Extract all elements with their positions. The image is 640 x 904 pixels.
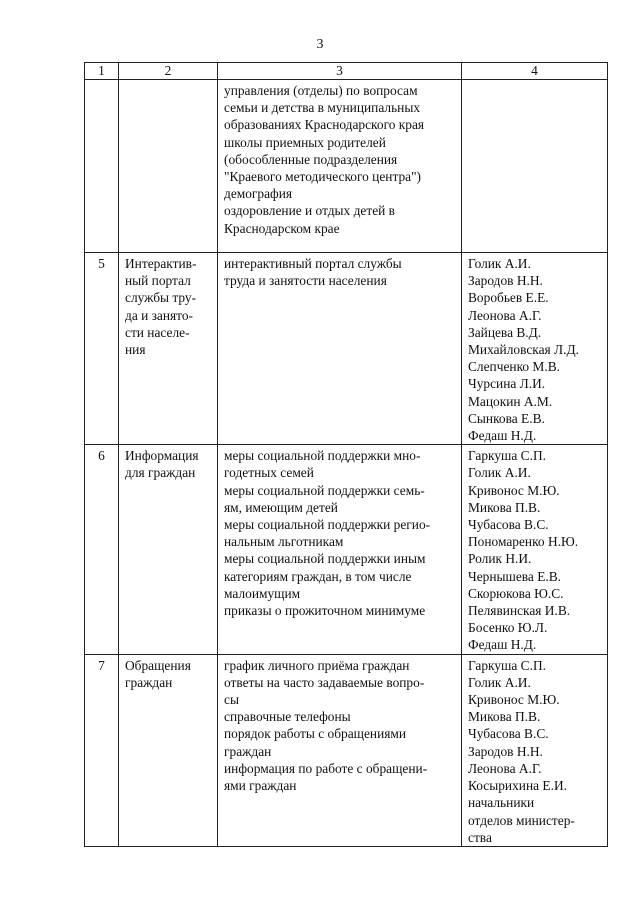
content-line: ответы на часто задаваемые вопро- bbox=[224, 674, 425, 690]
responsible-name: Зайцева В.Д. bbox=[468, 324, 542, 340]
document-table bbox=[84, 62, 608, 847]
content-line: малоимущим bbox=[224, 585, 301, 601]
responsible-name: Зародов Н.Н. bbox=[468, 743, 543, 759]
responsible-name: Зародов Н.Н. bbox=[468, 273, 543, 289]
responsible-name: Голик А.И. bbox=[468, 674, 531, 690]
table-header-row bbox=[85, 63, 608, 80]
content-line: график личного приёма граждан bbox=[224, 657, 410, 673]
responsible-name: Микова П.В. bbox=[468, 709, 541, 725]
responsible-name: Пономаренко Н.Ю. bbox=[468, 534, 579, 550]
content-cell bbox=[218, 445, 462, 654]
responsible-name: начальники bbox=[468, 795, 535, 811]
section-title-line: сти населе- bbox=[125, 324, 190, 340]
responsible-name: Гаркуша С.П. bbox=[468, 657, 546, 673]
content-cell bbox=[218, 654, 462, 846]
column-header-1: 1 bbox=[85, 63, 119, 80]
section-title-line: Информация bbox=[125, 448, 199, 464]
section-title-line: Обращения bbox=[125, 657, 191, 673]
content-line: "Краевого методического центра") bbox=[224, 169, 422, 185]
content-line: Краснодарском крае bbox=[224, 220, 340, 236]
responsible-name: Микова П.В. bbox=[468, 499, 541, 515]
table-row bbox=[85, 445, 608, 654]
section-title-cell bbox=[119, 654, 218, 846]
responsible-name: Голик А.И. bbox=[468, 465, 531, 481]
row-number-cell bbox=[85, 80, 119, 253]
responsible-name: Слепченко М.В. bbox=[468, 359, 560, 375]
section-title-line: да и занято- bbox=[125, 307, 194, 323]
row-number-cell: 5 bbox=[85, 253, 119, 445]
responsible-name: Леонова А.Г. bbox=[468, 307, 542, 323]
content-line: нальным льготникам bbox=[224, 534, 344, 550]
content-line: приказы о прожиточном минимуме bbox=[224, 603, 426, 619]
content-line: образованиях Краснодарского края bbox=[224, 117, 425, 133]
content-line: семьи и детства в муниципальных bbox=[224, 100, 421, 116]
content-line: демография bbox=[224, 186, 293, 202]
responsible-name: Голик А.И. bbox=[468, 256, 531, 271]
responsible-name: Чубасова В.С. bbox=[468, 726, 549, 742]
responsible-cell bbox=[462, 253, 608, 445]
section-title-line: ный портал bbox=[125, 273, 191, 289]
content-line: меры социальной поддержки семь- bbox=[224, 482, 425, 498]
content-line: годетных семей bbox=[224, 465, 314, 481]
responsible-name: Скорюкова Ю.С. bbox=[468, 585, 564, 601]
responsible-name: Михайловская Л.Д. bbox=[468, 342, 579, 358]
page-number: 3 bbox=[316, 37, 324, 52]
responsible-name: Сынкова Е.В. bbox=[468, 410, 545, 426]
column-header-4: 4 bbox=[462, 63, 608, 80]
content-line: труда и занятости населения bbox=[224, 273, 387, 289]
responsible-cell bbox=[462, 445, 608, 654]
section-title-cell bbox=[119, 80, 218, 253]
responsible-name: Ролик Н.И. bbox=[468, 551, 532, 567]
column-header-3: 3 bbox=[218, 63, 462, 80]
content-cell bbox=[218, 253, 462, 445]
row-number-cell: 7 bbox=[85, 654, 119, 846]
content-line: ям, имеющим детей bbox=[224, 499, 338, 515]
responsible-name: Кривонос М.Ю. bbox=[468, 482, 560, 498]
responsible-cell bbox=[462, 654, 608, 846]
responsible-name: Босенко Ю.Л. bbox=[468, 620, 548, 636]
table-row bbox=[85, 80, 608, 253]
content-line: меры социальной поддержки иным bbox=[224, 551, 426, 567]
responsible-name: ства bbox=[468, 829, 492, 845]
content-line: справочные телефоны bbox=[224, 709, 351, 725]
responsible-name: Федаш Н.Д. bbox=[468, 637, 537, 653]
responsible-name: Воробьев Е.Е. bbox=[468, 290, 549, 306]
table-row bbox=[85, 654, 608, 846]
responsible-name: Мацокин А.М. bbox=[468, 393, 553, 409]
content-line: сы bbox=[224, 692, 239, 708]
section-title-line: службы тру- bbox=[125, 290, 197, 306]
content-line: управления (отделы) по вопросам bbox=[224, 83, 418, 98]
content-line: интерактивный портал службы bbox=[224, 256, 402, 271]
responsible-name: Федаш Н.Д. bbox=[468, 428, 537, 444]
content-line: ями граждан bbox=[224, 778, 297, 794]
content-line: школы приемных родителей bbox=[224, 134, 386, 150]
table-body bbox=[85, 63, 608, 847]
content-line: порядок работы с обращениями bbox=[224, 726, 407, 742]
responsible-name: Чурсина Л.И. bbox=[468, 376, 546, 392]
section-title-line: ния bbox=[125, 342, 146, 358]
responsible-name: Пелявинская И.В. bbox=[468, 603, 571, 619]
content-line: меры социальной поддержки регио- bbox=[224, 517, 431, 533]
section-title-cell bbox=[119, 253, 218, 445]
responsible-name: Чубасова В.С. bbox=[468, 517, 549, 533]
content-line: оздоровление и отдых детей в bbox=[224, 203, 395, 219]
section-title-line: для граждан bbox=[125, 465, 196, 481]
row-number-cell: 6 bbox=[85, 445, 119, 654]
responsible-name: Гаркуша С.П. bbox=[468, 448, 546, 464]
responsible-name: Косырихина Е.И. bbox=[468, 778, 567, 794]
responsible-name: Леонова А.Г. bbox=[468, 760, 542, 776]
responsible-name: Кривонос М.Ю. bbox=[468, 692, 560, 708]
content-line: меры социальной поддержки мно- bbox=[224, 448, 421, 464]
content-cell bbox=[218, 80, 462, 253]
content-line: граждан bbox=[224, 743, 272, 759]
responsible-name: Чернышева Е.В. bbox=[468, 568, 562, 584]
section-title-line: Интерактив- bbox=[125, 256, 197, 271]
column-header-2: 2 bbox=[119, 63, 218, 80]
section-title-line: граждан bbox=[125, 674, 173, 690]
content-line: (обособленные подразделения bbox=[224, 151, 398, 167]
content-line: категориям граждан, в том числе bbox=[224, 568, 412, 584]
responsible-name: отделов министер- bbox=[468, 812, 575, 828]
responsible-cell bbox=[462, 80, 608, 253]
content-line: информация по работе с обращени- bbox=[224, 760, 428, 776]
table-row bbox=[85, 253, 608, 445]
section-title-cell bbox=[119, 445, 218, 654]
